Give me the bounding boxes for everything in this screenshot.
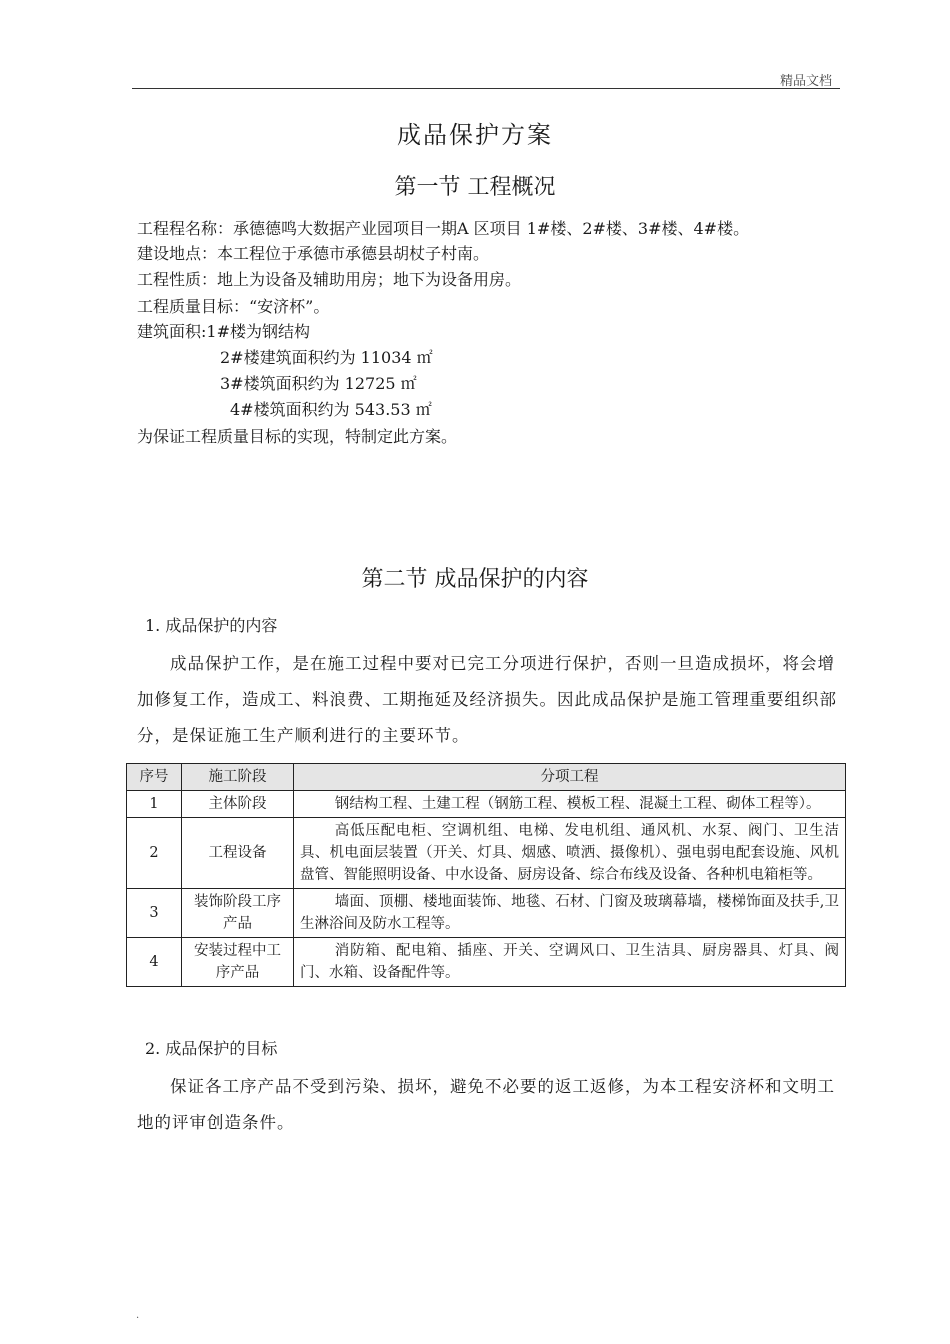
protection-content-table: [126, 763, 846, 987]
footer-mark: .: [136, 1310, 140, 1321]
area-line-4: 4#楼筑面积约为 543.53 ㎡: [230, 400, 432, 419]
section-1-heading: 第一节 工程概况: [394, 175, 556, 200]
row-items: 消防箱、配电箱、插座、开关、空调风口、卫生洁具、厨房器具、灯具、阀门、水箱、设备配件等。: [294, 938, 846, 987]
document-title: 成品保护方案: [397, 121, 553, 149]
project-name-line: 工程程名称：承德德鸣大数据产业园项目一期A 区项目 1#楼、2#楼、3#楼、4#楼。: [137, 219, 750, 238]
row-items: 高低压配电柜、空调机组、电梯、发电机组、通风机、水泵、阀门、卫生洁具、机电面层装置（开关、灯具、烟感、喷洒、摄像机）、强电弱电配套设施、风机盘管、智能照明设备、中水设备、厨房设备、综合布线及设备、各种机电箱柜等。: [294, 818, 846, 889]
table-row: [127, 938, 846, 987]
subheading-1: 1. 成品保护的内容: [145, 616, 278, 635]
area-line-2: 2#楼建筑面积约为 11034 ㎡: [220, 348, 433, 367]
quality-goal-line: 工程质量目标：“安济杯”。: [137, 297, 330, 316]
header-index: 序号: [127, 764, 182, 791]
location-line: 建设地点：本工程位于承德市承德县胡杖子村南。: [137, 244, 490, 263]
purpose-line: 为保证工程质量目标的实现，特制定此方案。: [137, 427, 458, 446]
paragraph-1: 成品保护工作，是在施工过程中要对已完工分项进行保护，否则一旦造成损坏，将会增加修复工作，造成工、料浪费、工期拖延及经济损失。因此成品保护是施工管理重要组织部分，是保证施工生产顺利进行的主要环节。: [137, 654, 837, 745]
row-stage: 工程设备: [182, 818, 294, 889]
header-items: 分项工程: [294, 764, 846, 791]
row-items: 墙面、顶棚、楼地面装饰、地毯、石材、门窗及玻璃幕墙，楼梯饰面及扶手,卫生淋浴间及防水工程等。: [294, 889, 846, 938]
area-line-1: 建筑面积:1#楼为钢结构: [137, 322, 310, 341]
area-line-3: 3#楼筑面积约为 12725 ㎡: [220, 374, 417, 393]
table-row: [127, 791, 846, 818]
subheading-2: 2. 成品保护的目标: [145, 1039, 278, 1058]
row-index: 4: [127, 938, 182, 987]
table-row: [127, 889, 846, 938]
nature-line: 工程性质：地上为设备及辅助用房；地下为设备用房。: [137, 270, 522, 289]
row-stage: 安装过程中工序产品: [182, 938, 294, 987]
paragraph-2: 保证各工序产品不受到污染、损坏，避免不必要的返工返修，为本工程安济杯和文明工地的评审创造条件。: [137, 1077, 835, 1132]
row-index: 1: [127, 791, 182, 818]
row-items: 钢结构工程、土建工程（钢筋工程、模板工程、混凝土工程、砌体工程等）。: [294, 791, 846, 818]
row-stage: 主体阶段: [182, 791, 294, 818]
section-2-heading: 第二节 成品保护的内容: [361, 567, 589, 592]
row-index: 2: [127, 818, 182, 889]
page-header: 精品文档: [780, 74, 833, 89]
header-stage: 施工阶段: [182, 764, 294, 791]
header-rule: [132, 88, 840, 89]
row-index: 3: [127, 889, 182, 938]
table-header-row: [127, 764, 846, 791]
row-stage: 装饰阶段工序产品: [182, 889, 294, 938]
table-row: [127, 818, 846, 889]
